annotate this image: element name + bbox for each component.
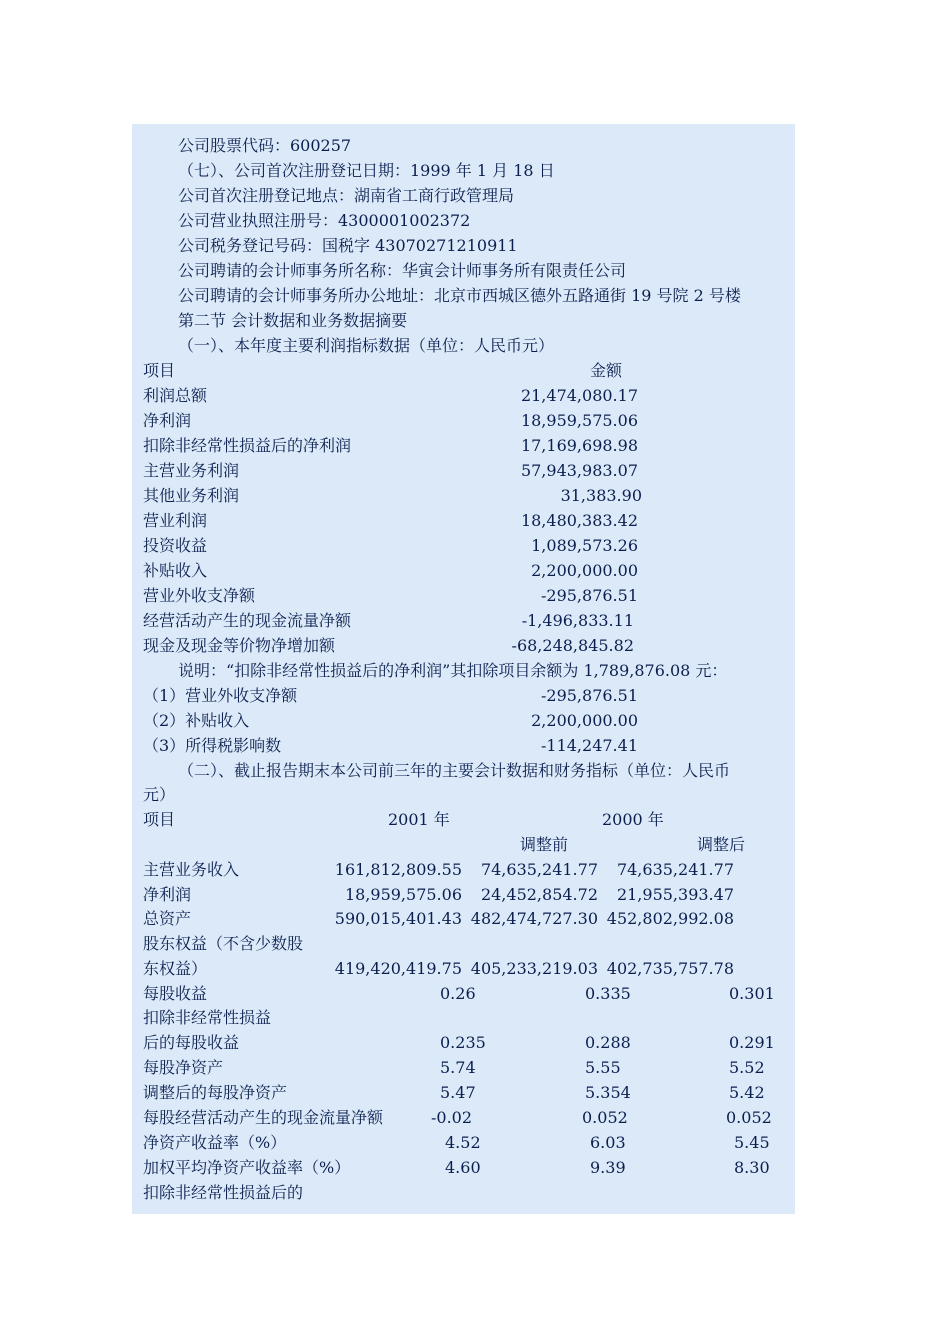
table-row-label: 扣除非经常性损益后的 bbox=[143, 1183, 304, 1202]
table-cell-before: 0.052 bbox=[582, 1108, 628, 1127]
note-text: 说明：“扣除非经常性损益后的净利润”其扣除项目余额为 1,789,876.08 元： bbox=[178, 661, 728, 680]
registration-date-line: （七）、公司首次注册登记日期：1999 年 1 月 18 日 bbox=[178, 161, 555, 180]
table-row-label: 扣除非经常性损益后的净利润 bbox=[143, 436, 352, 455]
table-cell-2001: 18,959,575.06 bbox=[344, 885, 462, 904]
table-cell-after: 402,735,757.78 bbox=[606, 959, 734, 978]
profit-col-item-header: 项目 bbox=[143, 361, 176, 380]
table-cell-before: 0.335 bbox=[585, 984, 631, 1003]
table-row-label: 扣除非经常性损益 bbox=[143, 1008, 272, 1027]
table-cell-2001: 0.235 bbox=[440, 1033, 486, 1052]
table-row-label: 营业利润 bbox=[143, 511, 208, 530]
table-row-label: 总资产 bbox=[143, 909, 192, 928]
table-row-value: 17,169,698.98 bbox=[520, 436, 638, 455]
table-row-label: 利润总额 bbox=[143, 386, 208, 405]
table-cell-after: 0.301 bbox=[729, 984, 775, 1003]
tax-number-line: 公司税务登记号码：国税字 43070271210911 bbox=[178, 236, 518, 255]
table-cell-after: 21,955,393.47 bbox=[616, 885, 734, 904]
table-row-label: 东权益） bbox=[143, 959, 208, 978]
profit-col-amount-header: 金额 bbox=[590, 361, 623, 380]
table-cell-after: 5.45 bbox=[734, 1133, 770, 1152]
table-cell-after: 0.291 bbox=[729, 1033, 775, 1052]
accounting-firm-address-line: 公司聘请的会计师事务所办公地址：北京市西城区德外五路通街 19 号院 2 号楼 bbox=[178, 286, 741, 305]
table-row-label: 净利润 bbox=[143, 411, 192, 430]
fin-col-before-header: 调整前 bbox=[520, 835, 569, 854]
stock-code-line: 公司股票代码：600257 bbox=[178, 136, 352, 155]
fin-col-item-header: 项目 bbox=[143, 810, 176, 829]
subsection-heading-2: （二）、截止报告期末本公司前三年的主要会计数据和财务指标（单位：人民币 bbox=[178, 761, 731, 780]
table-cell-after: 452,802,992.08 bbox=[606, 909, 734, 928]
table-row-value: 21,474,080.17 bbox=[520, 386, 638, 405]
table-row-label: 主营业务收入 bbox=[143, 860, 240, 879]
table-row-label: 营业外收支净额 bbox=[143, 586, 256, 605]
table-cell-before: 24,452,854.72 bbox=[480, 885, 598, 904]
table-cell-after: 5.42 bbox=[729, 1083, 765, 1102]
accounting-firm-line: 公司聘请的会计师事务所名称：华寅会计师事务所有限责任公司 bbox=[178, 261, 627, 280]
fin-col-2000-header: 2000 年 bbox=[602, 810, 664, 829]
fin-col-2001-header: 2001 年 bbox=[388, 810, 450, 829]
table-row-value: 31,383.90 bbox=[560, 486, 642, 505]
table-row-label: 每股收益 bbox=[143, 984, 208, 1003]
table-cell-2001: 161,812,809.55 bbox=[334, 860, 462, 879]
table-cell-2001: 4.52 bbox=[445, 1133, 481, 1152]
table-cell-2001: 4.60 bbox=[445, 1158, 481, 1177]
list-item-label: （3）所得税影响数 bbox=[143, 736, 282, 755]
table-cell-2001: 5.47 bbox=[440, 1083, 476, 1102]
table-cell-before: 5.354 bbox=[585, 1083, 631, 1102]
table-row-value: -1,496,833.11 bbox=[521, 611, 634, 630]
table-row-value: 18,480,383.42 bbox=[520, 511, 638, 530]
list-item-value: -114,247.41 bbox=[540, 736, 638, 755]
table-row-label: 每股净资产 bbox=[143, 1058, 224, 1077]
table-cell-after: 0.052 bbox=[726, 1108, 772, 1127]
table-row-label: 净资产收益率（%） bbox=[143, 1133, 287, 1152]
table-cell-2001: 0.26 bbox=[440, 984, 476, 1003]
table-cell-after: 8.30 bbox=[734, 1158, 770, 1177]
table-row-label: 每股经营活动产生的现金流量净额 bbox=[143, 1108, 384, 1127]
table-row-value: -68,248,845.82 bbox=[511, 636, 634, 655]
table-row-value: 1,089,573.26 bbox=[531, 536, 638, 555]
license-number-line: 公司营业执照注册号：4300001002372 bbox=[178, 211, 471, 230]
table-row-label: 其他业务利润 bbox=[143, 486, 240, 505]
table-cell-2001: 419,420,419.75 bbox=[334, 959, 462, 978]
table-cell-after: 74,635,241.77 bbox=[616, 860, 734, 879]
table-cell-before: 9.39 bbox=[590, 1158, 626, 1177]
table-row-value: 2,200,000.00 bbox=[531, 561, 638, 580]
table-cell-before: 6.03 bbox=[590, 1133, 626, 1152]
table-row-value: 18,959,575.06 bbox=[520, 411, 638, 430]
fin-col-after-header: 调整后 bbox=[697, 835, 746, 854]
table-row-label: 现金及现金等价物净增加额 bbox=[143, 636, 336, 655]
table-row-value: 57,943,983.07 bbox=[520, 461, 638, 480]
list-item-value: -295,876.51 bbox=[540, 686, 638, 705]
table-cell-after: 5.52 bbox=[729, 1058, 765, 1077]
table-cell-before: 5.55 bbox=[585, 1058, 621, 1077]
table-cell-before: 0.288 bbox=[585, 1033, 631, 1052]
list-item-label: （2）补贴收入 bbox=[143, 711, 250, 730]
table-cell-2001: 590,015,401.43 bbox=[334, 909, 462, 928]
table-row-label: 净利润 bbox=[143, 885, 192, 904]
table-row-label: 投资收益 bbox=[143, 536, 208, 555]
section-heading: 第二节 会计数据和业务数据摘要 bbox=[178, 311, 408, 330]
table-cell-before: 405,233,219.03 bbox=[470, 959, 598, 978]
table-cell-2001: -0.02 bbox=[431, 1108, 473, 1127]
list-item-value: 2,200,000.00 bbox=[531, 711, 638, 730]
subsection-heading-2-cont: 元） bbox=[143, 785, 176, 804]
table-row-value: -295,876.51 bbox=[540, 586, 638, 605]
registration-place-line: 公司首次注册登记地点：湖南省工商行政管理局 bbox=[178, 186, 515, 205]
list-item-label: （1）营业外收支净额 bbox=[143, 686, 298, 705]
table-row-label: 补贴收入 bbox=[143, 561, 208, 580]
table-cell-2001: 5.74 bbox=[440, 1058, 476, 1077]
subsection-heading-1: （一）、本年度主要利润指标数据（单位：人民币元） bbox=[178, 336, 555, 355]
table-cell-before: 482,474,727.30 bbox=[470, 909, 598, 928]
table-cell-before: 74,635,241.77 bbox=[480, 860, 598, 879]
table-row-label: 主营业务利润 bbox=[143, 461, 240, 480]
table-row-label: 加权平均净资产收益率（%） bbox=[143, 1158, 351, 1177]
table-row-label: 调整后的每股净资产 bbox=[143, 1083, 288, 1102]
table-row-label: 后的每股收益 bbox=[143, 1033, 240, 1052]
table-row-label: 经营活动产生的现金流量净额 bbox=[143, 611, 352, 630]
table-row-label: 股东权益（不含少数股 bbox=[143, 934, 304, 953]
